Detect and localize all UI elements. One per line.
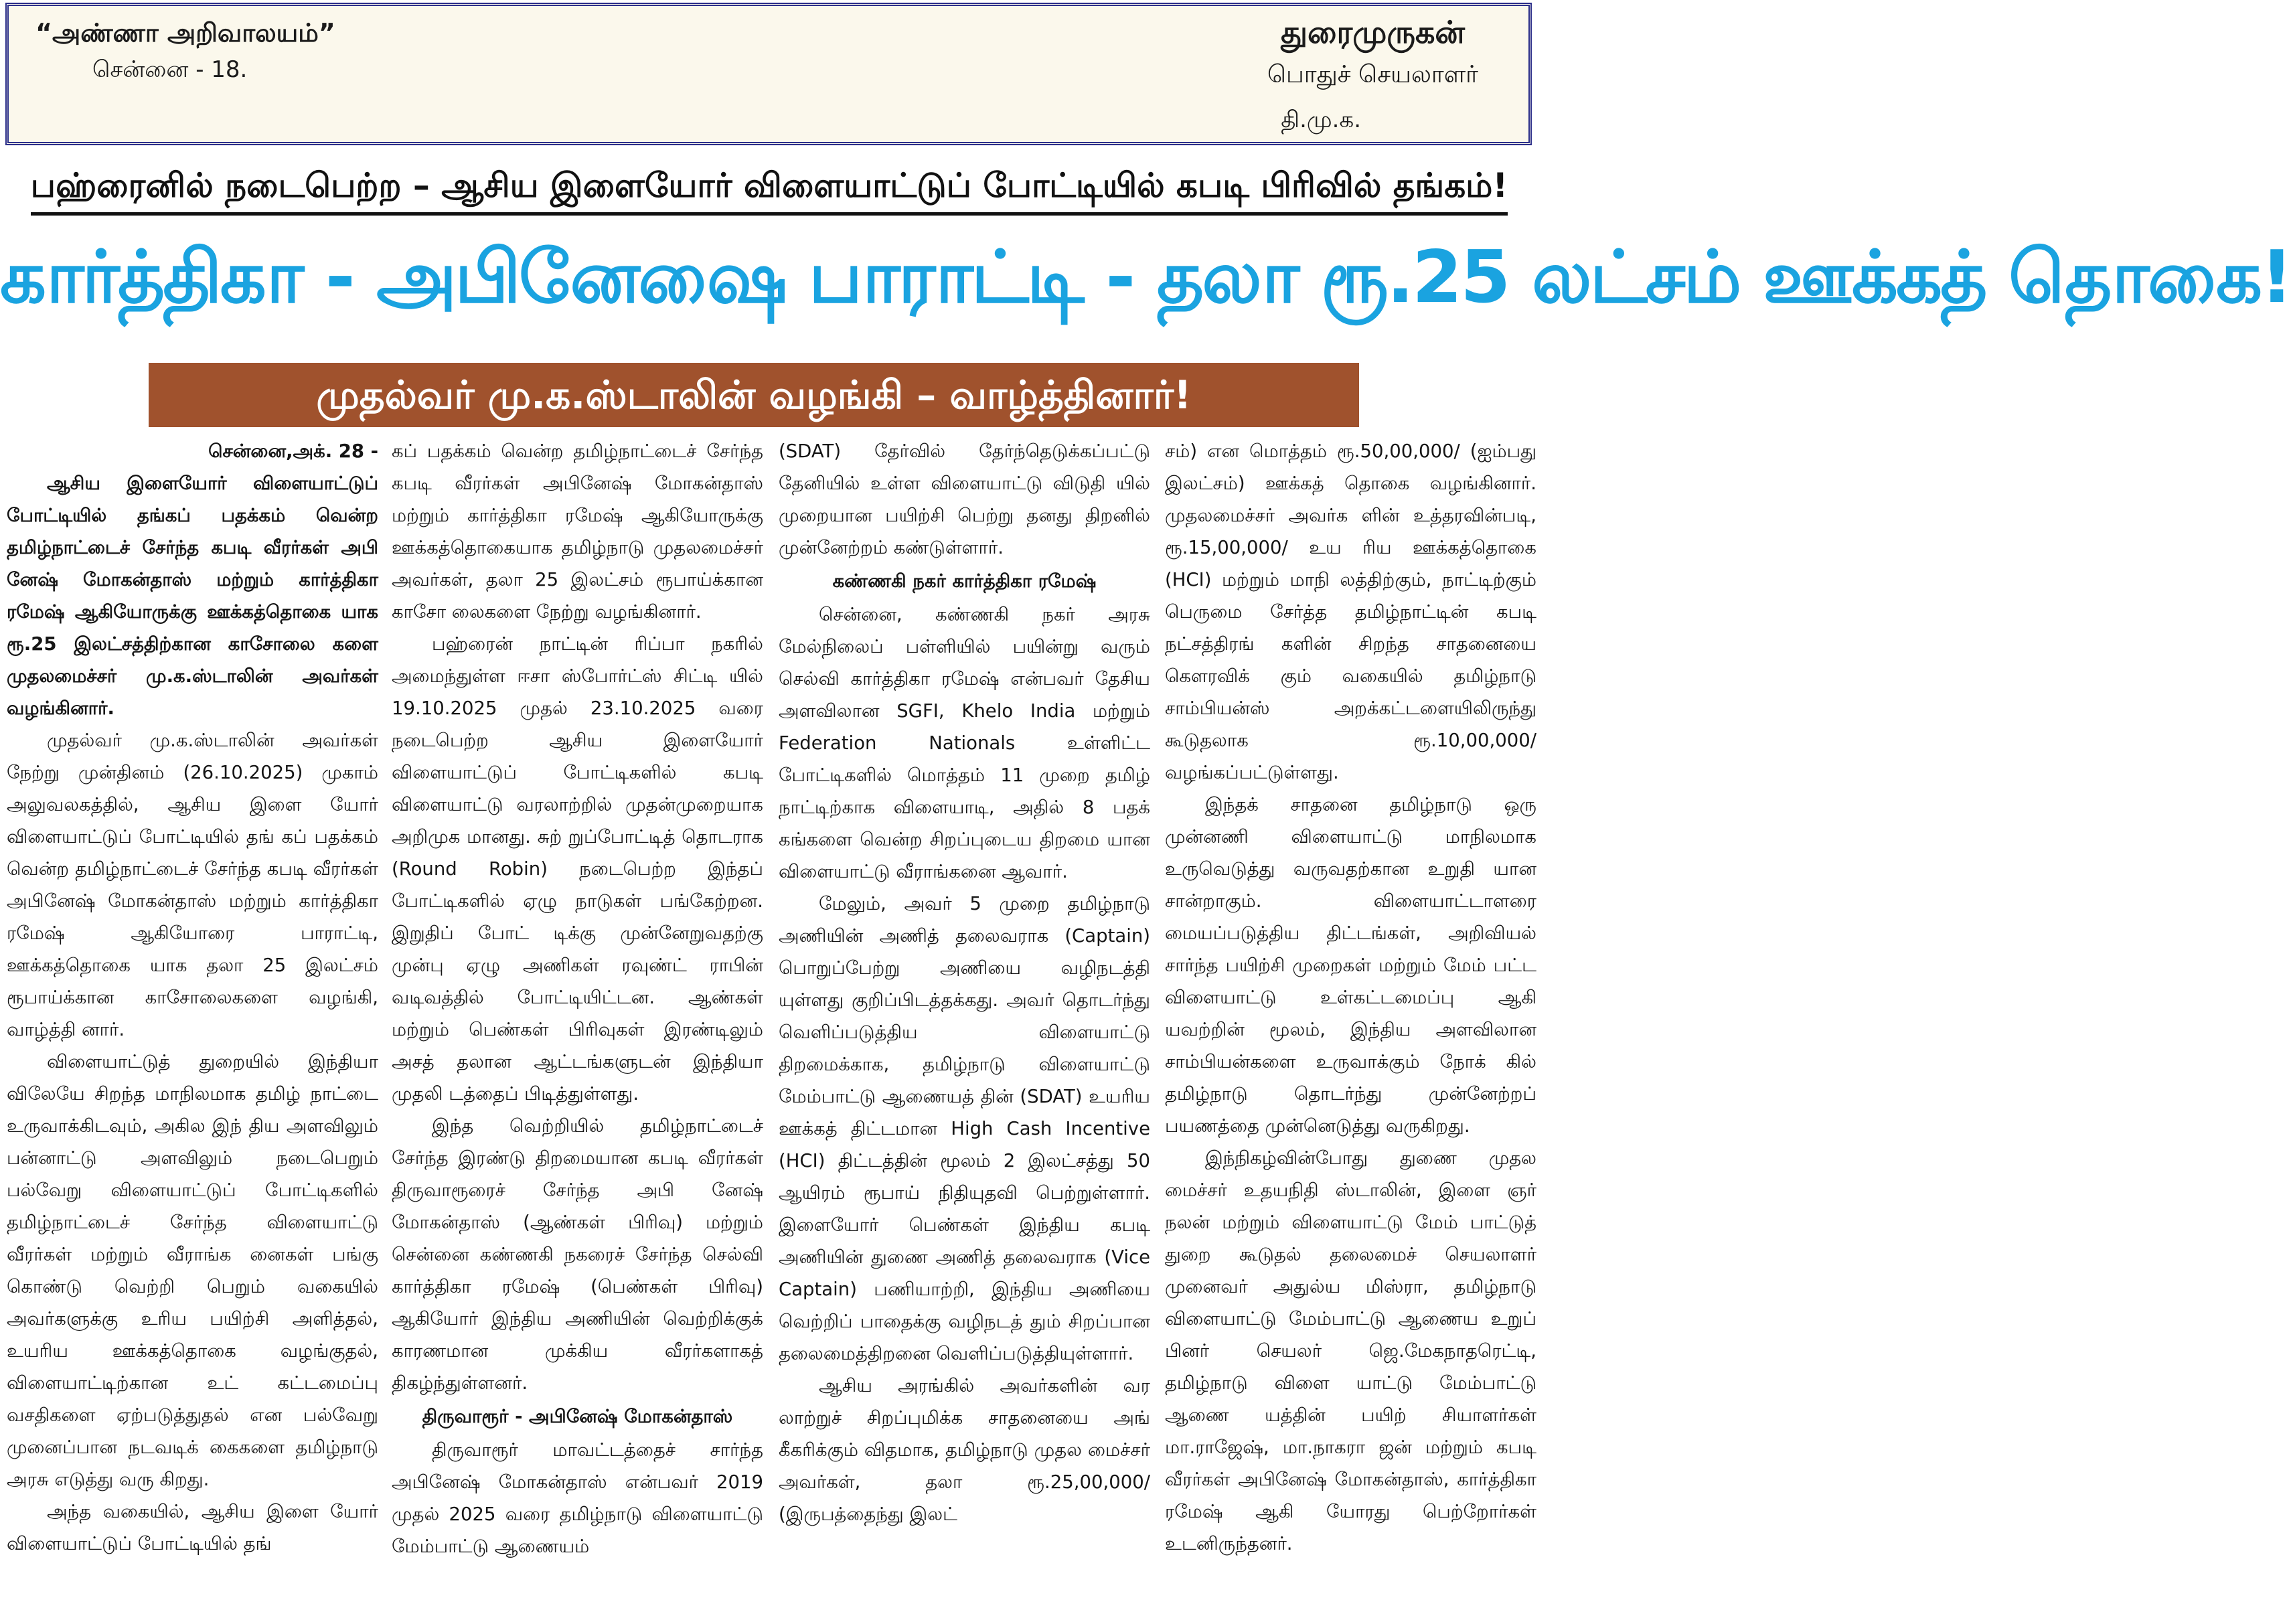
article-column-3 <box>779 435 1150 1620</box>
paragraph: கப் பதக்கம் வென்ற தமிழ்நாட்டைச் சேர்ந்த கபடி வீரர்கள் அபினேஷ் மோகன்தாஸ் மற்றும் கார்த்திகா ரமேஷ் ஆகியோருக்கு ஊக்கத்தொகையாக தமிழ்நாடு முதலமைச்சர் அவர்கள், தலா 25 இலட்சம் ரூபாய்க்கான காசோ லைகளை நேற்று வழங்கினார். <box>392 440 763 623</box>
paragraph: இந்நிகழ்வின்போது துணை முதல மைச்சர் உதயநிதி ஸ்டாலின், இளை ஞர் நலன் மற்றும் விளையாட்டு மேம் பாட்டுத் துறை கூடுதல் தலைமைச் செயலாளர் முனைவர் அதுல்ய மிஸ்ரா, தமிழ்நாடு விளையாட்டு மேம்பாட்டு ஆணைய உறுப் பினர் செயலர் ஜெ.மேகநாதரெட்டி, தமிழ்நாடு விளை யாட்டு மேம்பாட்டு ஆணை யத்தின் பயிற் சியாளர்கள் மா.ராஜேஷ், மா.நாகரா ஜன் மற்றும் கபடி வீரர்கள் அபினேஷ் மோகன்தாஸ், கார்த்திகா ரமேஷ் ஆகி யோரது பெற்றோர்கள் உடனிருந்தனர். <box>1165 1147 1536 1554</box>
letterhead-party-name: தி.மு.க. <box>1281 106 1361 133</box>
main-headline: கார்த்திகா - அபினேஷை பாராட்டி - தலா ரூ.25 லட்சம் ஊக்கத் தொகை! <box>0 236 2291 319</box>
letterhead-left-subtitle: சென்னை - 18. <box>92 56 248 83</box>
letterhead <box>5 3 1532 145</box>
article-column-2 <box>392 435 763 1620</box>
paragraph: சம்) என மொத்தம் ரூ.50,00,000/ (ஐம்பது இலட்சம்) ஊக்கத் தொகை வழங்கினார். முதலமைச்சர் அவர்க ளின் உத்தரவின்படி, ரூ.15,00,000/ உய ரிய ஊக்கத்தொகை (HCI) மற்றும் மாநி லத்திற்கும், நாட்டிற்கும் பெருமை சேர்த்த தமிழ்நாட்டின் கபடி நட்சத்திரங் களின் சிறந்த சாதனையை கௌரவிக் கும் வகையில் தமிழ்நாடு சாம்பியன்ஸ் அறக்கட்டளையிலிருந்து கூடுதலாக ரூ.10,00,000/ வழங்கப்பட்டுள்ளது. <box>1165 440 1536 783</box>
kicker-text: பஹ்ரைனில் நடைபெற்ற – ஆசிய இளையோர் விளையாட்டுப் போட்டியில் கபடி பிரிவில் தங்கம்! <box>31 166 1508 216</box>
paragraph: விளையாட்டுத் துறையில் இந்தியா விலேயே சிறந்த மாநிலமாக தமிழ் நாட்டை உருவாக்கிடவும், அகில இந் திய அளவிலும் பன்னாட்டு அளவிலும் நடைபெறும் பல்வேறு விளையாட்டுப் போட்டிகளில் தமிழ்நாட்டைச் சேர்ந்த விளையாட்டு வீரர்கள் மற்றும் வீராங்க னைகள் பங்கு கொண்டு வெற்றி பெறும் வகையில் அவர்களுக்கு உரிய பயிற்சி அளித்தல், உயரிய ஊக்கத்தொகை வழங்குதல், விளையாட்டிற்கான உட் கட்டமைப்பு வசதிகளை ஏற்படுத்துதல் என பல்வேறு முனைப்பான நடவடிக் கைகளை தமிழ்நாடு அரசு எடுத்து வரு கிறது. <box>7 1051 378 1490</box>
article-column-4 <box>1165 435 1536 1620</box>
paragraph: முதல்வர் மு.க.ஸ்டாலின் அவர்கள் நேற்று முன்தினம் (26.10.2025) முகாம் அலுவலகத்தில், ஆசிய இளை யோர் விளையாட்டுப் போட்டியில் தங் கப் பதக்கம் வென்ற தமிழ்நாட்டைச் சேர்ந்த கபடி வீரர்கள் அபினேஷ் மோகன்தாஸ் மற்றும் கார்த்திகா ரமேஷ் ஆகியோரை பாராட்டி, ஊக்கத்தொகை யாக தலா 25 இலட்சம் ரூபாய்க்கான காசோலைகளை வழங்கி, வாழ்த்தி னார். <box>7 730 378 1040</box>
paragraph: மேலும், அவர் 5 முறை தமிழ்நாடு அணியின் அணித் தலைவராக (Captain) பொறுப்பேற்று அணியை வழிநடத்தி யுள்ளது குறிப்பிடத்தக்கது. அவர் தொடர்ந்து வெளிப்படுத்திய விளையாட்டு திறமைக்காக, தமிழ்நாடு விளையாட்டு மேம்பாட்டு ஆணையத் தின் (SDAT) உயரிய ஊக்கத் திட்டமான High Cash Incentive (HCI) திட்டத்தின் மூலம் 2 இலட்சத்து 50 ஆயிரம் ரூபாய் நிதியுதவி பெற்றுள்ளார். இளையோர் பெண்கள் இந்திய கபடி அணியின் துணை அணித் தலைவராக (Vice Captain) பணியாற்றி, இந்திய அணியை வெற்றிப் பாதைக்கு வழிநடத் தும் சிறப்பான தலைமைத்திறனை வெளிப்படுத்தியுள்ளார். <box>779 893 1150 1364</box>
kicker-line <box>0 166 1538 216</box>
article-column-1 <box>7 435 378 1620</box>
letterhead-left-title: “அண்ணா அறிவாலயம்” <box>35 18 335 48</box>
sub-headline-banner: முதல்வர் மு.க.ஸ்டாலின் வழங்கி – வாழ்த்தினார்! <box>149 363 1359 427</box>
section-subhead: கண்ணகி நகர் கார்த்திகா ரமேஷ் <box>832 570 1097 592</box>
lead-paragraph: ஆசிய இளையோர் விளையாட்டுப் போட்டியில் தங்கப் பதக்கம் வென்ற தமிழ்நாட்டைச் சேர்ந்த கபடி வீரர்கள் அபி னேஷ் மோகன்தாஸ் மற்றும் கார்த்திகா ரமேஷ் ஆகியோருக்கு ஊக்கத்தொகை யாக ரூ.25 இலட்சத்திற்கான காசோலை களை முதலமைச்சர் மு.க.ஸ்டாலின் அவர்கள் வழங்கினார். <box>7 473 378 719</box>
paragraph: இந்தக் சாதனை தமிழ்நாடு ஒரு முன்னணி விளையாட்டு மாநிலமாக உருவெடுத்து வருவதற்கான உறுதி யான சான்றாகும். விளையாட்டாளரை மையப்படுத்திய திட்டங்கள், அறிவியல் சார்ந்த பயிற்சி முறைகள் மற்றும் மேம் பட்ட விளையாட்டு உள்கட்டமைப்பு ஆகி யவற்றின் மூலம், இந்திய அளவிலான சாம்பியன்களை உருவாக்கும் நோக் கில் தமிழ்நாடு தொடர்ந்து முன்னேற்றப் பயணத்தை முன்னெடுத்து வருகிறது. <box>1165 794 1536 1137</box>
paragraph: இந்த வெற்றியில் தமிழ்நாட்டைச் சேர்ந்த இரண்டு திறமையான கபடி வீரர்கள் திருவாரூரைச் சேர்ந்த அபி னேஷ் மோகன்தாஸ் (ஆண்கள் பிரிவு) மற்றும் சென்னை கண்ணகி நகரைச் சேர்ந்த செல்வி கார்த்திகா ரமேஷ் (பெண்கள் பிரிவு) ஆகியோர் இந்திய அணியின் வெற்றிக்குக் காரணமான முக்கிய வீரர்களாகத் திகழ்ந்துள்ளனர். <box>392 1115 763 1394</box>
paragraph: அந்த வகையில், ஆசிய இளை யோர் விளையாட்டுப் போட்டியில் தங் <box>7 1501 378 1554</box>
letterhead-signatory-name: துரைமுருகன் <box>1281 14 1465 50</box>
paragraph: திருவாரூர் மாவட்டத்தைச் சார்ந்த அபினேஷ் மோகன்தாஸ் என்பவர் 2019 முதல் 2025 வரை தமிழ்நாடு விளையாட்டு மேம்பாட்டு ஆணையம் <box>392 1439 763 1557</box>
paragraph: பஹ்ரைன் நாட்டின் ரிப்பா நகரில் அமைந்துள்ள ஈசா ஸ்போர்ட்ஸ் சிட்டி யில் 19.10.2025 முதல் 23.10.2025 வரை நடைபெற்ற ஆசிய இளையோர் விளையாட்டுப் போட்டிகளில் கபடி விளையாட்டு வரலாற்றில் முதன்முறையாக அறிமுக மானது. சுற் றுப்போட்டித் தொடராக (Round Robin) நடைபெற்ற இந்தப் போட்டிகளில் ஏழு நாடுகள் பங்கேற்றன. இறுதிப் போட் டிக்கு முன்னேறுவதற்கு முன்பு ஏழு அணிகள் ரவுண்ட் ராபின் வடிவத்தில் போட்டியிட்டன. ஆண்கள் மற்றும் பெண்கள் பிரிவுகள் இரண்டிலும் அசத் தலான ஆட்டங்களுடன் இந்தியா முதலி டத்தைப் பிடித்துள்ளது. <box>392 633 763 1105</box>
letterhead-signatory-role: பொதுச் செயலாளர் <box>1267 61 1478 88</box>
dateline: சென்னை,அக். 28 - <box>208 440 378 462</box>
paragraph: ஆசிய அரங்கில் அவர்களின் வர லாற்றுச் சிறப்புமிக்க சாதனையை அங் கீகரிக்கும் விதமாக, தமிழ்நாடு முதல மைச்சர் அவர்கள், தலா ரூ.25,00,000/ (இருபத்தைந்து இலட் <box>779 1375 1150 1525</box>
section-subhead: திருவாரூர் - அபினேஷ் மோகன்தாஸ் <box>422 1406 733 1427</box>
paragraph: சென்னை, கண்ணகி நகர் அரசு மேல்நிலைப் பள்ளியில் பயின்று வரும் செல்வி கார்த்திகா ரமேஷ் என்பவர் தேசிய அளவிலான SGFI, Khelo India மற்றும் Federation Nationals உள்ளிட்ட போட்டிகளில் மொத்தம் 11 முறை தமிழ் நாட்டிற்காக விளையாடி, அதில் 8 பதக் கங்களை வென்ற சிறப்புடைய திறமை யான விளையாட்டு வீராங்கனை ஆவார். <box>779 604 1150 882</box>
paragraph: (SDAT) தேர்வில் தேர்ந்தெடுக்கப்பட்டு தேனியில் உள்ள விளையாட்டு விடுதி யில் முறையான பயிற்சி பெற்று தனது திறனில் முன்னேற்றம் கண்டுள்ளார். <box>779 440 1150 558</box>
